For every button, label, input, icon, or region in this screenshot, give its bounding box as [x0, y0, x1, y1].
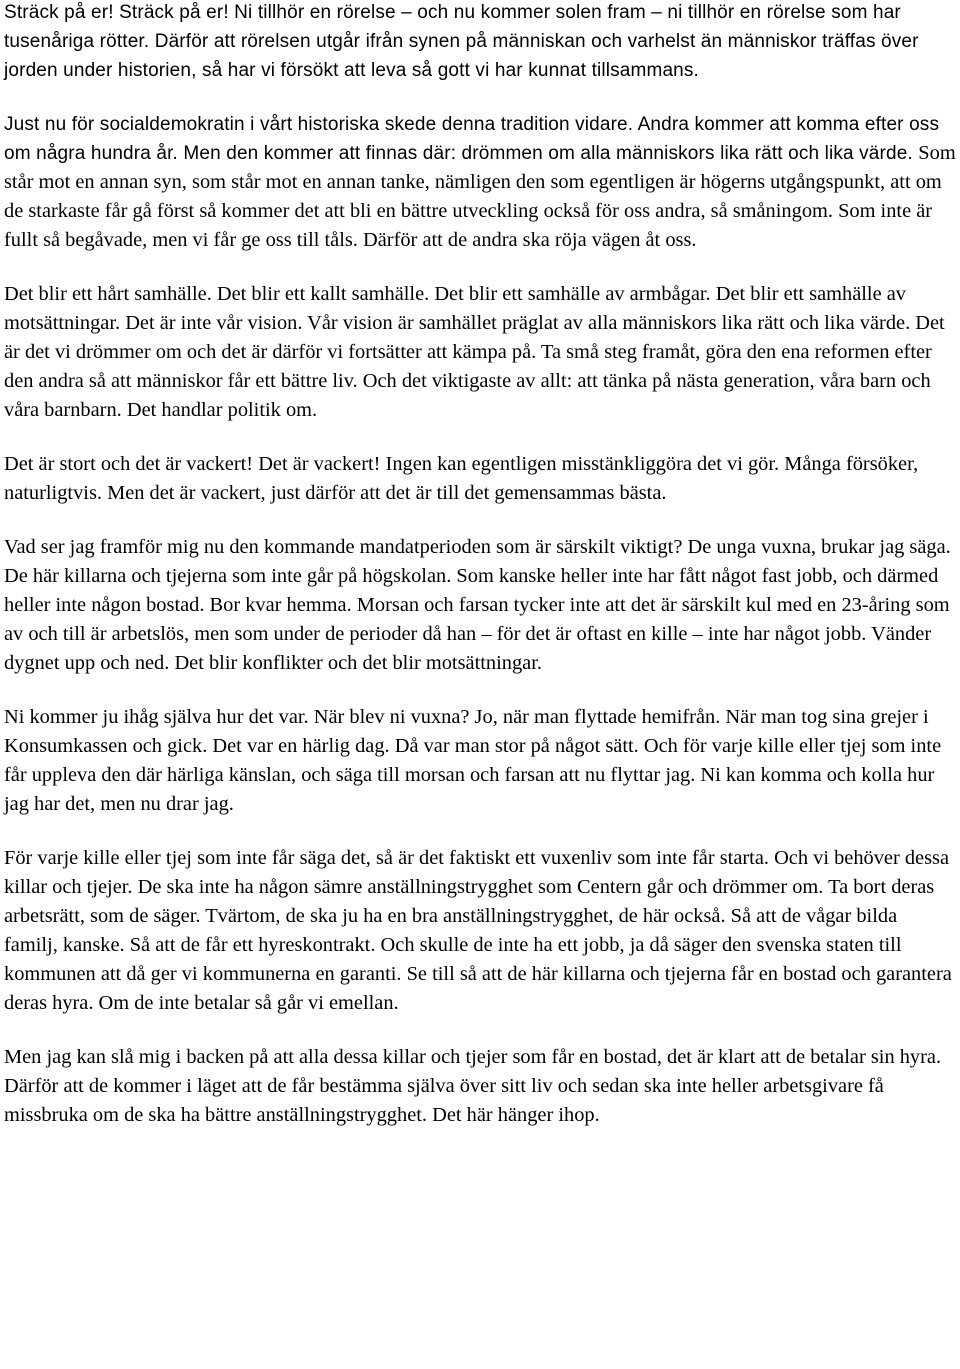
text-run: Ni kommer ju ihåg själva hur det var. När blev ni vuxna? Jo, när man flyttade hemifrån. När man tog sina grejer i Konsumkassen och gick. Det var en härlig dag. Då var man stor på något sätt. Och för varje kille eller tjej som inte får uppleva den där härliga känslan, och säga till morsan och farsan att nu flyttar jag. Ni kan komma och kolla hur jag har det, men nu drar jag.: [4, 706, 942, 815]
paragraph-7: [4, 844, 956, 1018]
paragraph-2: [4, 110, 956, 255]
document-page: [4, 0, 956, 1130]
paragraph-3: [4, 280, 956, 425]
text-run: Det blir ett hårt samhälle. Det blir ett kallt samhälle. Det blir ett samhälle av armbågar. Det blir ett samhälle av motsättningar. Det är inte vår vision. Vår vision är samhället präglat av alla människors lika rätt och lika värde. Det är det vi drömmer om och det är därför vi fortsätter att kämpa på. Ta små steg framåt, göra den ena reformen efter den andra så att människor får ett bättre liv. Och det viktigaste av allt: att tänka på nästa generation, våra barn och våra barnbarn. Det handlar politik om.: [4, 283, 945, 421]
text-run: Men jag kan slå mig i backen på att alla dessa killar och tjejer som får en bostad, det är klart att de betalar sin hyra. Därför att de kommer i läget att de får bestämma själva över sitt liv och sedan ska inte heller arbetsgivare få missbruka om de ska ha bättre anställningstrygghet. Det här hänger ihop.: [4, 1046, 942, 1126]
paragraph-5: [4, 533, 956, 678]
paragraph-8: [4, 1043, 956, 1130]
text-run: Just nu för socialdemokratin i vårt historiska skede denna tradition vidare. Andra kommer att komma efter oss om några hundra år. Men den kommer att finnas där: drömmen om alla människors lika rätt och lika värde.: [4, 114, 940, 164]
text-run: Som står mot en annan syn, som står mot en annan tanke, nämligen den som egentligen är högerns utgångspunkt, att om de starkaste får gå först så kommer det att bli en bättre utveckling också för oss andra, så småningom. Som inte är fullt så begåvade, men vi får ge oss till tåls. Därför att de andra ska röja vägen åt oss.: [4, 142, 956, 251]
text-run: För varje kille eller tjej som inte får säga det, så är det faktiskt ett vuxenliv som inte får starta. Och vi behöver dessa killar och tjejer. De ska inte ha någon sämre anställningstrygghet som Centern går och drömmer om. Ta bort deras arbetsrätt, som de säger. Tvärtom, de ska ju ha en bra anställningstrygghet, de här också. Så att de vågar bilda familj, kanske. Så att de får ett hyreskontrakt. Och skulle de inte ha ett jobb, ja då säger den svenska staten till kommunen att då ger vi kommunerna en garanti. Se till så att de här killarna och tjejerna får en bostad och garantera deras hyra. Om de inte betalar så går vi emellan.: [4, 847, 952, 1014]
paragraph-1: [4, 0, 956, 85]
paragraph-4: [4, 450, 956, 508]
text-run: Sträck på er! Sträck på er! Ni tillhör en rörelse – och nu kommer solen fram – ni tillhör en rörelse som har tusenåriga rötter. Därför att rörelsen utgår ifrån synen på människan och varhelst än människor träffas över jorden under historien, så har vi försökt att leva så gott vi har kunnat tillsammans.: [4, 2, 919, 81]
paragraph-6: [4, 703, 956, 819]
text-run: Det är stort och det är vackert! Det är vackert! Ingen kan egentligen misstänkliggöra det vi gör. Många försöker, naturligtvis. Men det är vackert, just därför att det är till det gemensammas bästa.: [4, 453, 919, 504]
text-run: Vad ser jag framför mig nu den kommande mandatperioden som är särskilt viktigt? De unga vuxna, brukar jag säga. De här killarna och tjejerna som inte går på högskolan. Som kanske heller inte har fått något fast jobb, och därmed heller inte någon bostad. Bor kvar hemma. Morsan och farsan tycker inte att det är särskilt kul med en 23-åring som av och till är arbetslös, men som under de perioder då han – för det är oftast en kille – inte har något jobb. Vänder dygnet upp och ned. Det blir konflikter och det blir motsättningar.: [4, 536, 951, 674]
